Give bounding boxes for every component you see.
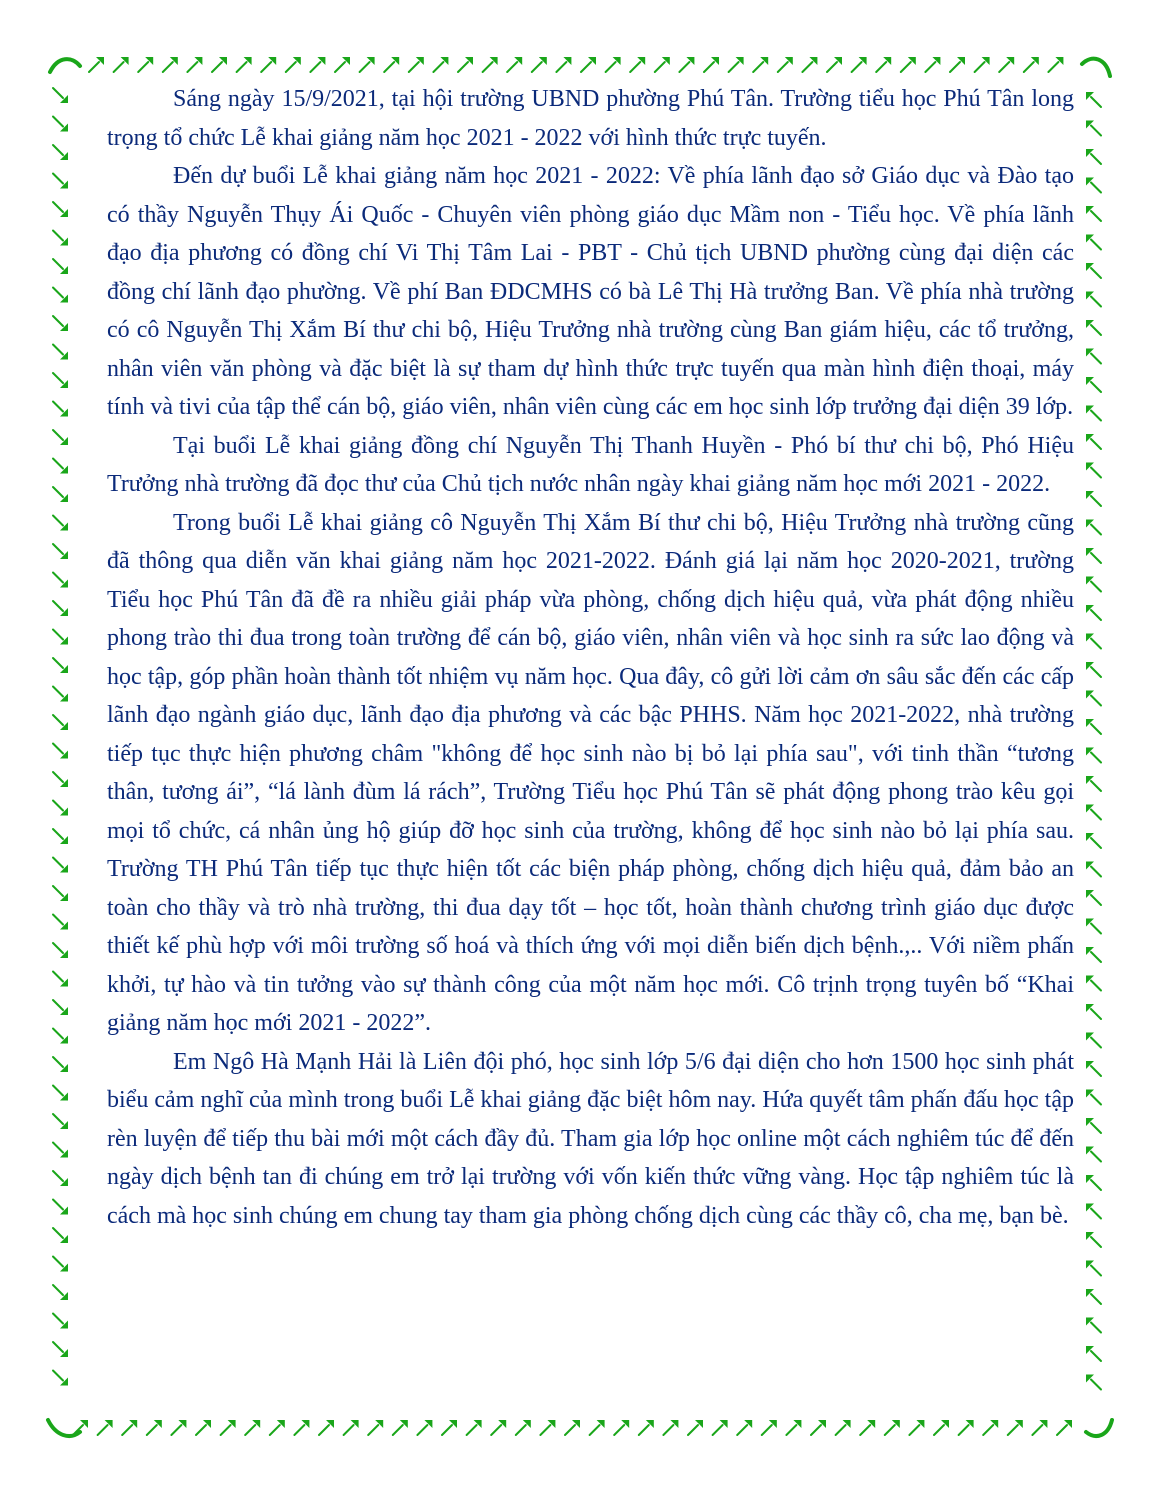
leaf-arrow-icon [1086, 1118, 1101, 1133]
leaf-arrow-icon [1086, 434, 1101, 449]
leaf-arrow-icon [491, 1420, 506, 1435]
leaf-arrow-icon [53, 1057, 68, 1072]
paragraph-student-speech: Em Ngô Hà Mạnh Hải là Liên đội phó, học sinh lớp 5/6 đại diện cho hơn 1500 học sinh phát biểu cảm nghĩ của mình trong buổi Lễ khai giảng đặc biệt hôm nay. Hứa quyết tâm phấn đấu học tập rèn luyện để tiếp thu bài mới một cách đầy đủ. Tham gia lớp học online một cách nghiêm túc để đến ngày dịch bệnh tan đi chúng em trở lại trường với vốn kiến thức vững vàng. Học tập nghiêm túc là cách mà học sinh chúng em chung tay tham gia phòng chống dịch cùng các thầy cô, cha mẹ, bạn bè. [107, 1048, 1074, 1229]
leaf-arrow-icon [1086, 548, 1101, 563]
leaf-arrow-icon [53, 288, 68, 303]
leaf-arrow-icon [221, 1420, 236, 1435]
leaf-arrow-icon [556, 57, 571, 72]
paragraph-opening-speech: Trong buổi Lễ khai giảng cô Nguyễn Thị Xắm Bí thư chi bộ, Hiệu Trưởng nhà trường cũng đã thông qua diễn văn khai giảng năm học 2021-2022. Đánh giá lại năm học 2020-2021, trường Tiểu học Phú Tân đã đề ra nhiều giải pháp vừa phòng, chống dịch hiệu quả, vừa phát động nhiều phong trào thi đua trong toàn trường để cán bộ, giáo viên, nhân viên và học sinh ra sức lao động và học tập, góp phần hoàn thành tốt nhiệm vụ năm học. Qua đây, cô gửi lời cảm ơn sâu sắc đến các cấp lãnh đạo ngành giáo dục, lãnh đạo địa phương và các bậc PHHS. Năm học 2021-2022, nhà trường tiếp tục thực hiện phương châm "không để học sinh nào bị bỏ lại phía sau", với tinh thần “tương thân, tương ái”, “lá lành đùm lá rách”, Trường Tiểu học Phú Tân sẽ phát động phong trào kêu gọi mọi tổ chức, cá nhân ủng hộ giúp đỡ học sinh của trường, không để học sinh nào bỏ lại phía sau. Trường TH Phú Tân tiếp tục thực hiện tốt các biện pháp phòng, chống dịch hiệu quả, đảm bảo an toàn cho thầy và trò nhà trường, thi đua dạy tốt – học tốt, hoàn thành chương trình giáo dục được thiết kế phù hợp với môi trường số hoá và thích ứng với mọi diễn biến dịch bệnh.,.. Với niềm phấn khởi, tự hào và tin tưởng vào sự thành công của một năm học mới. Cô trịnh trọng tuyên bố “Khai giảng năm học mới 2021 - 2022”. [107, 509, 1074, 1036]
leaf-arrow-icon [1086, 634, 1101, 649]
leaf-arrow-icon [53, 573, 68, 588]
leaf-arrow-icon [53, 744, 68, 759]
leaf-arrow-icon [975, 57, 990, 72]
leaf-arrow-icon [590, 1420, 605, 1435]
leaf-arrow-icon [737, 1420, 752, 1435]
leaf-arrow-icon [1086, 1375, 1101, 1390]
leaf-arrow-icon [1086, 1061, 1101, 1076]
leaf-arrow-icon [1086, 719, 1101, 734]
leaf-arrow-icon [630, 57, 645, 72]
leaf-arrow-icon [417, 1420, 432, 1435]
leaf-arrow-icon [53, 231, 68, 246]
leaf-arrow-icon [1008, 1420, 1023, 1435]
leaf-arrow-icon [53, 1000, 68, 1015]
leaf-arrow-icon [53, 1314, 68, 1329]
leaf-arrow-icon [1086, 520, 1101, 535]
leaf-arrow-icon [53, 1114, 68, 1129]
leaf-arrow-icon [98, 1420, 113, 1435]
leaf-arrow-icon [1086, 1346, 1101, 1361]
paragraph-attendees: Đến dự buổi Lễ khai giảng năm học 2021 - 2022: Về phía lãnh đạo sở Giáo dục và Đào tạo có thầy Nguyễn Thụy Ái Quốc - Chuyên viên phòng giáo dục Mầm non - Tiểu học. Về phía lãnh đạo địa phương có đồng chí Vi Thị Tâm Lai - PBT - Chủ tịch UBND phường cùng đại diện các đồng chí lãnh đạo phường. Về phí Ban ĐDCMHS có bà Lê Thị Hà trưởng Ban. Về phía nhà trường có cô Nguyễn Thị Xắm Bí thư chi bộ, Hiệu Trưởng nhà trường cùng Ban giám hiệu, các tổ trưởng, nhân viên văn phòng và đặc biệt là sự tham dự hình thức trực tuyến qua màn hình điện thoại, máy tính và tivi của tập thể cán bộ, giáo viên, nhân viên cùng các em học sinh lớp trưởng đại diện 39 lớp. [107, 163, 1074, 420]
leaf-arrow-icon [53, 658, 68, 673]
leaf-arrow-icon [1086, 947, 1101, 962]
leaf-arrow-icon [802, 57, 817, 72]
leaf-arrow-icon [53, 459, 68, 474]
leaf-arrow-icon [516, 1420, 531, 1435]
leaf-arrow-icon [999, 57, 1014, 72]
leaf-arrow-icon [53, 117, 68, 132]
leaf-arrow-icon [196, 1420, 211, 1435]
leaf-arrow-icon [53, 1086, 68, 1101]
leaf-arrow-icon [384, 57, 399, 72]
leaf-arrow-icon [753, 57, 768, 72]
leaf-arrow-icon [53, 1257, 68, 1272]
leaf-arrow-icon [53, 972, 68, 987]
leaf-arrow-icon [901, 57, 916, 72]
leaf-arrow-icon [1086, 121, 1101, 136]
leaf-arrow-icon [1086, 1175, 1101, 1190]
leaf-arrow-icon [1086, 206, 1101, 221]
leaf-arrow-icon [639, 1420, 654, 1435]
leaf-arrow-icon [1086, 263, 1101, 278]
leaf-arrow-icon [53, 1371, 68, 1386]
leaf-arrow-icon [713, 1420, 728, 1435]
leaf-arrow-icon [122, 1420, 137, 1435]
leaf-arrow-icon [1086, 406, 1101, 421]
leaf-arrow-icon [786, 1420, 801, 1435]
leaf-arrow-icon [1086, 463, 1101, 478]
leaf-arrow-icon [540, 1420, 555, 1435]
leaf-arrow-icon [53, 174, 68, 189]
leaf-arrow-icon [294, 1420, 309, 1435]
vine-swirl-icon [48, 1420, 80, 1436]
leaf-arrow-icon [319, 1420, 334, 1435]
leaf-arrow-icon [89, 57, 104, 72]
leaf-arrow-icon [53, 487, 68, 502]
leaf-arrow-icon [360, 57, 375, 72]
leaf-arrow-icon [663, 1420, 678, 1435]
leaf-arrow-icon [1086, 1004, 1101, 1019]
leaf-arrow-icon [1086, 976, 1101, 991]
leaf-arrow-icon [983, 1420, 998, 1435]
leaf-arrow-icon [655, 57, 670, 72]
leaf-arrow-icon [959, 1420, 974, 1435]
leaf-arrow-icon [1086, 1204, 1101, 1219]
leaf-arrow-icon [1086, 890, 1101, 905]
leaf-arrow-icon [1086, 1289, 1101, 1304]
leaf-arrow-icon [925, 57, 940, 72]
leaf-arrow-icon [237, 57, 252, 72]
leaf-arrow-icon [1024, 57, 1039, 72]
paragraph-opening: Sáng ngày 15/9/2021, tại hội trường UBND phường Phú Tân. Trường tiểu học Phú Tân long trọng tổ chức Lễ khai giảng năm học 2021 - 2022 với hình thức trực tuyến. [107, 86, 1074, 151]
leaf-arrow-icon [212, 57, 227, 72]
leaf-arrow-icon [1086, 662, 1101, 677]
leaf-arrow-icon [114, 57, 129, 72]
leaf-arrow-icon [581, 57, 596, 72]
leaf-arrow-icon [171, 1420, 186, 1435]
leaf-arrow-icon [1086, 377, 1101, 392]
leaf-arrow-icon [53, 145, 68, 160]
leaf-arrow-icon [507, 57, 522, 72]
leaf-arrow-icon [1086, 805, 1101, 820]
leaf-arrow-icon [53, 202, 68, 217]
leaf-arrow-icon [606, 57, 621, 72]
leaf-arrow-icon [53, 915, 68, 930]
leaf-arrow-icon [1057, 1420, 1072, 1435]
leaf-arrow-icon [73, 1420, 88, 1435]
paragraph-president-letter: Tại buổi Lễ khai giảng đồng chí Nguyễn Thị Thanh Huyền - Phó bí thư chi bộ, Phó Hiệu Trưởng nhà trường đã đọc thư của Chủ tịch nước nhân ngày khai giảng năm học mới 2021 - 2022. [107, 432, 1074, 497]
leaf-arrow-icon [53, 430, 68, 445]
leaf-arrow-icon [53, 516, 68, 531]
leaf-arrow-icon [1086, 691, 1101, 706]
leaf-arrow-icon [53, 829, 68, 844]
leaf-arrow-icon [1032, 1420, 1047, 1435]
leaf-arrow-icon [532, 57, 547, 72]
leaf-arrow-icon [1048, 57, 1063, 72]
leaf-arrow-icon [442, 1420, 457, 1435]
leaf-arrow-icon [433, 57, 448, 72]
leaf-arrow-icon [950, 57, 965, 72]
leaf-arrow-icon [704, 57, 719, 72]
leaf-arrow-icon [187, 57, 202, 72]
leaf-arrow-icon [53, 886, 68, 901]
leaf-arrow-icon [53, 687, 68, 702]
leaf-arrow-icon [270, 1420, 285, 1435]
leaf-arrow-icon [827, 57, 842, 72]
leaf-arrow-icon [310, 57, 325, 72]
leaf-arrow-icon [138, 57, 153, 72]
leaf-arrow-icon [1086, 1261, 1101, 1276]
leaf-arrow-icon [245, 1420, 260, 1435]
leaf-arrow-icon [147, 1420, 162, 1435]
leaf-arrow-icon [1086, 833, 1101, 848]
leaf-arrow-icon [885, 1420, 900, 1435]
leaf-arrow-icon [1086, 178, 1101, 193]
leaf-arrow-icon [1086, 292, 1101, 307]
leaf-arrow-icon [53, 1143, 68, 1158]
leaf-arrow-icon [836, 1420, 851, 1435]
leaf-arrow-icon [1086, 862, 1101, 877]
leaf-arrow-icon [565, 1420, 580, 1435]
leaf-arrow-icon [53, 345, 68, 360]
leaf-arrow-icon [1086, 235, 1101, 250]
leaf-arrow-icon [53, 1029, 68, 1044]
leaf-arrow-icon [778, 57, 793, 72]
vine-swirl-icon [1082, 59, 1110, 76]
leaf-arrow-icon [1086, 1090, 1101, 1105]
leaf-arrow-icon [53, 88, 68, 103]
leaf-arrow-icon [876, 57, 891, 72]
leaf-arrow-icon [286, 57, 301, 72]
leaf-arrow-icon [344, 1420, 359, 1435]
leaf-arrow-icon [811, 1420, 826, 1435]
leaf-arrow-icon [163, 57, 178, 72]
vine-swirl-icon [50, 59, 80, 72]
leaf-arrow-icon [53, 715, 68, 730]
vine-swirl-icon [1086, 1420, 1112, 1436]
leaf-arrow-icon [1086, 919, 1101, 934]
leaf-arrow-icon [53, 1200, 68, 1215]
leaf-arrow-icon [467, 1420, 482, 1435]
leaf-arrow-icon [1086, 92, 1101, 107]
article-body [107, 80, 1074, 1235]
leaf-arrow-icon [483, 57, 498, 72]
leaf-arrow-icon [53, 544, 68, 559]
leaf-arrow-icon [852, 57, 867, 72]
leaf-arrow-icon [458, 57, 473, 72]
leaf-arrow-icon [335, 57, 350, 72]
leaf-arrow-icon [909, 1420, 924, 1435]
leaf-arrow-icon [53, 259, 68, 274]
leaf-arrow-icon [53, 316, 68, 331]
leaf-arrow-icon [1086, 491, 1101, 506]
leaf-arrow-icon [53, 1171, 68, 1186]
leaf-arrow-icon [1086, 1033, 1101, 1048]
leaf-arrow-icon [53, 1285, 68, 1300]
leaf-arrow-icon [53, 1228, 68, 1243]
leaf-arrow-icon [53, 943, 68, 958]
leaf-arrow-icon [1086, 748, 1101, 763]
leaf-arrow-icon [53, 801, 68, 816]
leaf-arrow-icon [1086, 577, 1101, 592]
leaf-arrow-icon [679, 57, 694, 72]
leaf-arrow-icon [1086, 149, 1101, 164]
leaf-arrow-icon [860, 1420, 875, 1435]
leaf-arrow-icon [1086, 776, 1101, 791]
leaf-arrow-icon [762, 1420, 777, 1435]
leaf-arrow-icon [1086, 605, 1101, 620]
leaf-arrow-icon [1086, 1318, 1101, 1333]
leaf-arrow-icon [409, 57, 424, 72]
leaf-arrow-icon [1086, 1147, 1101, 1162]
leaf-arrow-icon [1086, 1232, 1101, 1247]
leaf-arrow-icon [261, 57, 276, 72]
leaf-arrow-icon [393, 1420, 408, 1435]
leaf-arrow-icon [53, 402, 68, 417]
leaf-arrow-icon [53, 772, 68, 787]
leaf-arrow-icon [53, 858, 68, 873]
leaf-arrow-icon [688, 1420, 703, 1435]
leaf-arrow-icon [614, 1420, 629, 1435]
leaf-arrow-icon [934, 1420, 949, 1435]
leaf-arrow-icon [53, 630, 68, 645]
leaf-arrow-icon [53, 1342, 68, 1357]
leaf-arrow-icon [729, 57, 744, 72]
leaf-arrow-icon [53, 601, 68, 616]
leaf-arrow-icon [368, 1420, 383, 1435]
leaf-arrow-icon [53, 373, 68, 388]
leaf-arrow-icon [1086, 349, 1101, 364]
leaf-arrow-icon [1086, 320, 1101, 335]
